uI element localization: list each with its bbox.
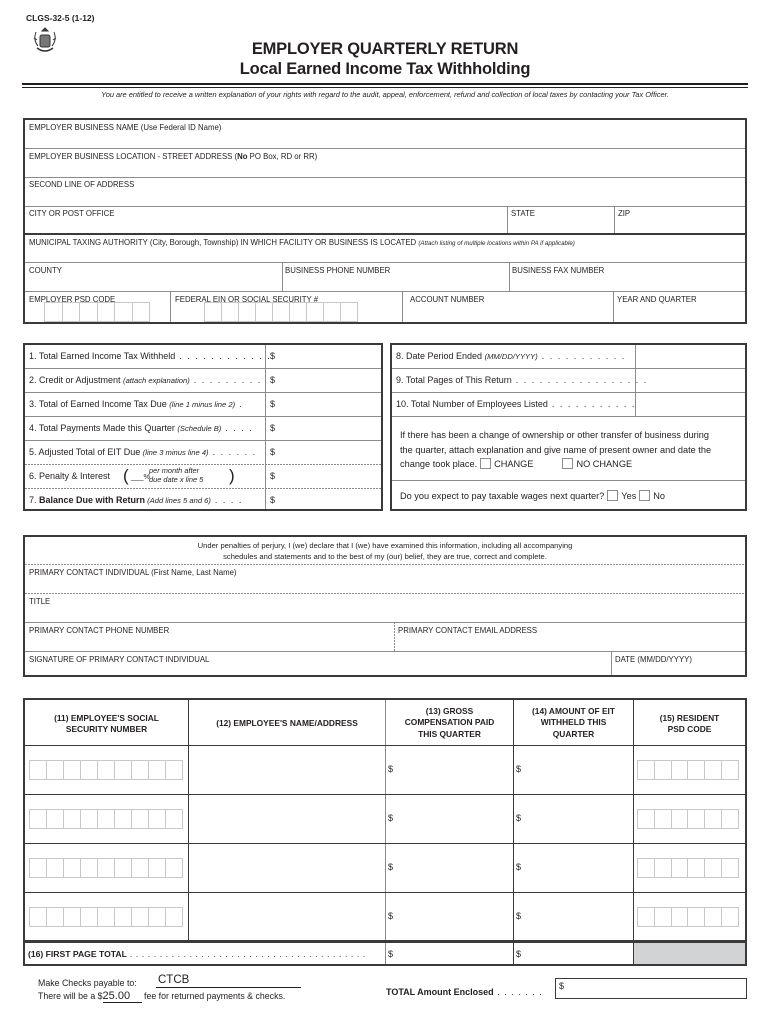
currency-symbol: $ [270,471,276,481]
penalty-open-paren: ( [123,466,129,485]
second-line-label: SECOND LINE OF ADDRESS [29,180,135,189]
currency-symbol: $ [388,764,394,774]
city-label: CITY OR POST OFFICE [29,209,115,218]
penalty-note: per month after due date x line 5 [149,466,204,484]
employee-name-field[interactable] [189,746,385,794]
currency-symbol: $ [270,399,276,409]
employee-name-field[interactable] [189,893,385,940]
resident-psd-input[interactable] [637,760,739,780]
business-name-label: EMPLOYER BUSINESS NAME (Use Federal ID Name) [29,123,222,132]
rights-notice: You are entitled to receive a written explanation of your rights with regard to the audit, appeal, enforcement, refund and collection of local taxes by contacting your Tax Officer. [101,90,669,99]
perjury-statement: Under penalties of perjury, I (we) declare that I (we) have examined this information, including all accompanying schedules and statements and to the best of my (our) belief, they are true, correct and complete. [197,541,573,561]
signature-label: SIGNATURE OF PRIMARY CONTACT INDIVIDUAL [29,655,210,664]
employee-name-field[interactable] [189,795,385,843]
currency-symbol: $ [388,813,394,823]
gross-compensation-field[interactable] [397,893,513,940]
total-gross-field[interactable] [397,943,513,964]
returned-fee-value: 25.00 [103,991,142,1003]
business-fax-field[interactable] [510,263,745,291]
form-subtitle: Local Earned Income Tax Withholding [239,60,531,78]
eit-withheld-field[interactable] [525,746,633,794]
line-10-label: 10. Total Number of Employees Listed . . . . . . . . . . . [396,399,636,409]
col-header-eit: (14) AMOUNT OF EIT WITHHELD THIS QUARTER [532,706,615,739]
resident-psd-input[interactable] [637,907,739,927]
ssn-input[interactable] [29,907,183,927]
business-phone-field[interactable] [283,263,509,291]
header-rule [22,83,748,85]
line-6-amount-field[interactable] [281,465,381,488]
table-row [25,746,745,794]
total-pages-field[interactable] [636,369,745,392]
col-header-gross: (13) GROSS COMPENSATION PAID THIS QUARTER [404,706,495,739]
shaded-cell [634,943,745,964]
signature-date-field[interactable] [612,652,745,675]
ssn-input[interactable] [29,809,183,829]
currency-symbol: $ [516,764,522,774]
gross-compensation-field[interactable] [397,844,513,892]
resident-psd-input[interactable] [637,809,739,829]
currency-symbol: $ [388,949,394,959]
resident-psd-input[interactable] [637,858,739,878]
currency-symbol: $ [388,862,394,872]
employer-info-section [23,118,747,324]
year-quarter-field[interactable] [614,292,745,322]
signature-field[interactable] [25,652,610,675]
no-checkbox[interactable] [639,490,650,501]
penalty-rate-blank[interactable]: ___% [131,472,151,481]
ownership-change-text: If there has been a change of ownership or other transfer of business during the quarter, attach explanation and give name of present owner and date the change took place. CHANGE NO CHANGE [400,430,712,469]
change-label: CHANGE [494,459,534,469]
currency-symbol: $ [388,911,394,921]
first-page-total-label: (16) FIRST PAGE TOTAL . . . . . . . . . . . . . . . . . . . . . . . . . . . . . . . . . . . . . . . . [28,949,366,959]
ssn-input[interactable] [29,760,183,780]
total-enclosed-label: TOTAL Amount Enclosed . . . . . . . [386,987,543,997]
county-label: COUNTY [29,266,62,275]
col-header-psd: (15) RESIDENT PSD CODE [659,713,720,735]
line-8-label: 8. Date Period Ended (MM/DD/YYYY) . . . . . . . . . . . [396,351,626,361]
federal-ein-label: FEDERAL EIN OR SOCIAL SECURITY # [175,295,319,304]
currency-symbol: $ [270,495,276,505]
ssn-input[interactable] [29,858,183,878]
currency-symbol: $ [559,981,565,991]
municipal-authority-label: MUNICIPAL TAXING AUTHORITY (City, Borough, Township) IN WHICH FACILITY OR BUSINESS IS LOCATED (Attach listing of multiple locations within PA if applicable) [29,238,575,247]
change-checkbox[interactable] [480,458,491,469]
no-label: No [653,491,666,501]
year-quarter-label: YEAR AND QUARTER [617,295,697,304]
no-change-label: NO CHANGE [576,459,633,469]
form-code: CLGS-32-5 (1-12) [26,13,95,23]
business-fax-label: BUSINESS FAX NUMBER [512,266,605,275]
zip-field[interactable] [615,207,745,234]
eit-withheld-field[interactable] [525,844,633,892]
state-field[interactable] [508,207,614,234]
contact-phone-field[interactable] [25,623,394,651]
contact-email-field[interactable] [395,623,745,651]
currency-symbol: $ [270,375,276,385]
contact-phone-label: PRIMARY CONTACT PHONE NUMBER [29,626,170,635]
line-2-amount-field[interactable] [281,369,381,392]
employee-table [23,698,747,966]
total-employees-field[interactable] [636,393,745,416]
account-number-field[interactable] [403,292,613,322]
yes-label: Yes [621,491,637,501]
currency-symbol: $ [516,862,522,872]
currency-symbol: $ [270,351,276,361]
title-label: TITLE [29,597,51,606]
line-7-amount-field[interactable] [281,489,381,509]
employee-name-field[interactable] [189,844,385,892]
yes-checkbox[interactable] [607,490,618,501]
line-2-label: 2. Credit or Adjustment (attach explanation) . . . . . . . . . [29,375,262,385]
currency-symbol: $ [270,423,276,433]
business-name-field[interactable] [25,120,745,148]
state-label: STATE [511,209,535,218]
line-3-label: 3. Total of Earned Income Tax Due (line 1 minus line 2) . [29,399,244,409]
date-period-ended-field[interactable] [636,345,745,368]
primary-contact-field[interactable] [25,565,745,593]
street-address-field[interactable] [25,149,745,177]
payable-to-value: CTCB [156,974,301,988]
city-field[interactable] [25,207,507,234]
currency-symbol: $ [516,911,522,921]
form-title: EMPLOYER QUARTERLY RETURN [251,40,519,58]
tax-computation-section [23,343,383,511]
account-number-label: ACCOUNT NUMBER [410,295,485,304]
col-header-name: (12) EMPLOYEE'S NAME/ADDRESS [216,718,358,728]
line-3-amount-field[interactable] [281,393,381,416]
gross-compensation-field[interactable] [397,795,513,843]
county-field[interactable] [25,263,282,291]
currency-symbol: $ [516,949,522,959]
currency-symbol: $ [270,447,276,457]
eit-withheld-field[interactable] [525,795,633,843]
line-1-amount-field[interactable] [281,345,381,368]
payable-to-line: Make Checks payable to: CTCB [38,978,137,988]
line-4-label: 4. Total Payments Made this Quarter (Schedule B) . . . . [29,423,254,433]
no-change-checkbox[interactable] [562,458,573,469]
return-details-section [390,343,747,511]
line-6-label: 6. Penalty & Interest [29,471,111,481]
header-rule-thin [22,87,748,88]
col-header-ssn: (11) EMPLOYEE'S SOCIAL SECURITY NUMBER [54,713,159,735]
total-eit-field[interactable] [525,943,633,964]
line-7-label: 7. Balance Due with Return (Add lines 5 and 6) . . . . [29,495,243,505]
wages-question: Do you expect to pay taxable wages next quarter? Yes No [400,491,666,501]
penalty-close-paren: ) [229,466,235,485]
zip-label: ZIP [618,209,631,218]
table-row [25,893,745,940]
line-1-label: 1. Total Earned Income Tax Withheld . . . . . . . . . . . . [29,351,272,361]
table-row [25,795,745,843]
currency-symbol: $ [516,813,522,823]
table-row [25,844,745,892]
line-5-label: 5. Adjusted Total of EIT Due (line 3 minus line 4) . . . . . . [29,447,257,457]
contact-email-label: PRIMARY CONTACT EMAIL ADDRESS [398,626,538,635]
line-4-amount-field[interactable] [281,417,381,440]
employer-psd-label: EMPLOYER PSD CODE [29,295,116,304]
federal-ein-input[interactable] [204,302,358,322]
eit-withheld-field[interactable] [525,893,633,940]
second-address-field[interactable] [25,178,745,206]
street-address-label: EMPLOYER BUSINESS LOCATION - STREET ADDRESS (No PO Box, RD or RR) [29,152,318,161]
employer-psd-input[interactable] [44,302,150,322]
date-label: DATE (MM/DD/YYYY) [615,655,692,664]
title-field[interactable] [25,594,745,622]
total-enclosed-field[interactable] [555,978,747,999]
line-5-amount-field[interactable] [281,441,381,464]
gross-compensation-field[interactable] [397,746,513,794]
municipal-authority-field[interactable] [25,235,745,262]
primary-contact-label: PRIMARY CONTACT INDIVIDUAL (First Name, Last Name) [29,568,237,577]
declaration-section [23,535,747,677]
line-9-label: 9. Total Pages of This Return . . . . . . . . . . . . . . . . . [396,375,648,385]
business-phone-label: BUSINESS PHONE NUMBER [285,266,391,275]
returned-fee-line: There will be a $25.00 fee for returned payments & checks. [38,990,286,1002]
